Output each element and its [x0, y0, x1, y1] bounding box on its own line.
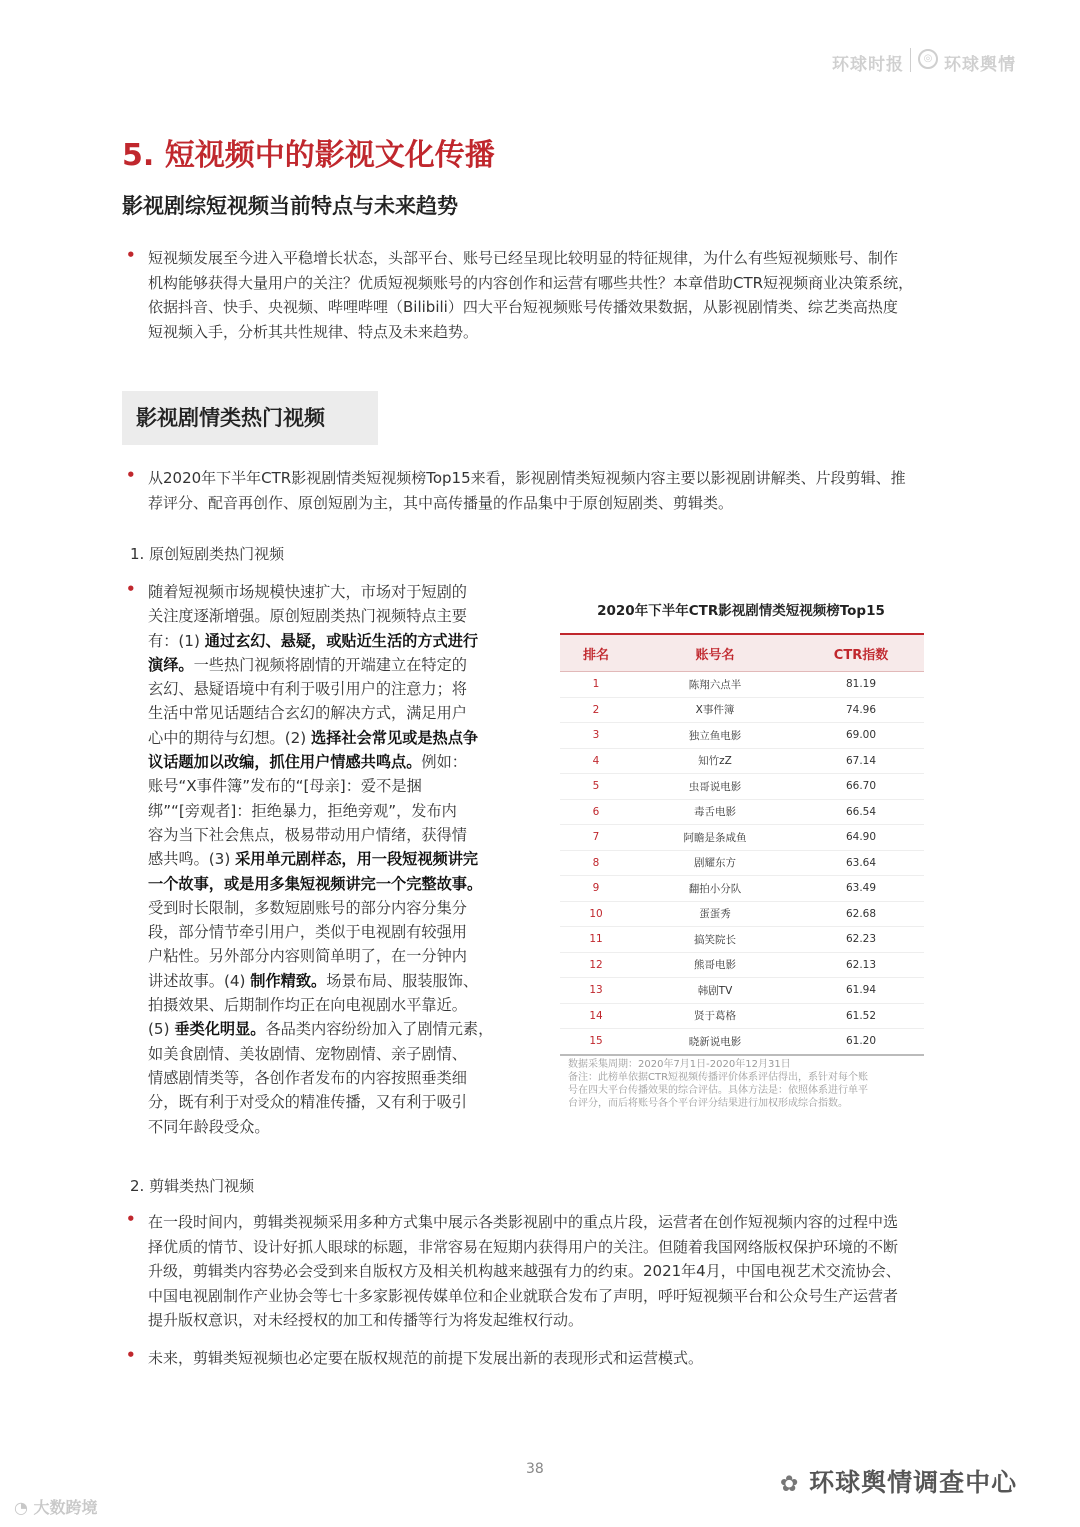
subsection-heading-editing: 2. 剪辑类热门视频: [130, 1177, 255, 1195]
ctr-index-cell: 69.00: [798, 723, 924, 749]
original-drama-line: [148, 799, 508, 823]
text-segment: 账号“X事件簿”发布的“[母亲]：爱不是捆: [148, 777, 422, 796]
bullet-icon: •: [126, 580, 136, 598]
original-drama-line: [148, 604, 508, 628]
bullet-icon: •: [126, 246, 136, 264]
section-title: 5. 短视频中的影视文化传播: [122, 138, 495, 173]
original-drama-line: [148, 1017, 508, 1041]
intro-line: 短视频发展至今进入平稳增长状态，头部平台、账号已经呈现比较明显的特征规律，为什么有些短视频账号、制作: [148, 249, 899, 267]
original-drama-line: [148, 580, 508, 604]
editing-line: 提升版权意识，对未经授权的加工和传播等行为将发起维权行动。: [148, 1311, 584, 1329]
watermark-wechat: [780, 1463, 1017, 1499]
text-segment: 关注度逐渐增强。原创短剧类热门视频特点主要: [148, 607, 467, 626]
text-segment: 生活中常见话题结合玄幻的解决方式，满足用户: [148, 704, 467, 723]
section-subtitle: 影视剧综短视频当前特点与未来趋势: [122, 194, 458, 218]
table-note-line: 数据采集周期：2020年7月1日-2020年12月31日: [568, 1059, 791, 1070]
text-segment: 场景布局、服装服饰、: [326, 971, 479, 990]
original-drama-line: [148, 993, 508, 1017]
rank-cell: 11: [560, 927, 632, 953]
table-row: [560, 927, 924, 953]
text-segment: 不同年龄段受众。: [148, 1117, 270, 1136]
bold-text: 演绎。: [148, 655, 194, 674]
rank-cell: 12: [560, 952, 632, 978]
rank-cell: 2: [560, 697, 632, 723]
text-segment: (5): [148, 1020, 175, 1039]
account-cell: 独立鱼电影: [632, 723, 798, 749]
table-row: [560, 825, 924, 851]
text-segment: 拍摄效果、后期制作均正在向电视剧水平靠近。: [148, 996, 467, 1015]
bold-text: 选择社会常见或是热点争: [311, 728, 479, 747]
subsection-heading-original-drama: 1. 原创短剧类热门视频: [130, 545, 285, 563]
editing-paragraph: [148, 1210, 948, 1333]
editing-line: 中国电视剧制作产业协会等七十多家影视传媒单位和企业就联合发布了声明，呼吁短视频平台和公众号生产运营者: [148, 1286, 899, 1305]
editing-line: 在一段时间内，剪辑类视频采用多种方式集中展示各类影视剧中的重点片段，运营者在创作短视频内容的过程中选: [148, 1213, 899, 1231]
original-drama-line: [148, 1042, 508, 1066]
table-row: [560, 952, 924, 978]
original-drama-line: [148, 653, 508, 677]
ranking-table-title: 2020年下半年CTR影视剧情类短视频榜Top15: [597, 603, 885, 619]
text-segment: 玄幻、悬疑语境中有利于吸引用户的注意力；将: [148, 680, 467, 699]
ctr-index-cell: 61.20: [798, 1029, 924, 1055]
text-segment: 随着短视频市场规模快速扩大，市场对于短剧的: [148, 583, 467, 601]
header-logo-icon: ◎: [918, 49, 938, 69]
rank-cell: 8: [560, 850, 632, 876]
bold-text: 通过玄幻、悬疑，或贴近生活的方式进行: [204, 631, 479, 650]
header-divider: [910, 48, 911, 72]
account-cell: 剧耀东方: [632, 850, 798, 876]
ctr-index-cell: 62.23: [798, 927, 924, 953]
rank-cell: 3: [560, 723, 632, 749]
account-cell: X事件簿: [632, 697, 798, 723]
table-row: [560, 901, 924, 927]
rank-cell: 13: [560, 978, 632, 1004]
editing-line: 择优质的情节、设计好抓人眼球的标题，非常容易在短期内获得用户的关注。但随着我国网络版权保护环境的不断: [148, 1237, 899, 1256]
ctr-index-cell: 63.49: [798, 876, 924, 902]
watermark-text: 环球舆情调查中心: [809, 1468, 1018, 1497]
header-ctr-index: CTR指数: [798, 634, 924, 672]
text-segment: 户粘性。另外部分内容则简单明了，在一分钟内: [148, 947, 467, 966]
ctr-index-cell: 66.54: [798, 799, 924, 825]
ranking-table: [560, 633, 924, 1056]
table-row: [560, 672, 924, 698]
header-account: 账号名: [632, 634, 798, 672]
original-drama-line: [148, 823, 508, 847]
table-note-line: 备注：此榜单依据CTR短视频传播评价体系评估得出，系针对每个账: [568, 1072, 869, 1083]
original-drama-line: [148, 920, 508, 944]
table-row: [560, 1003, 924, 1029]
bold-text: 制作精致。: [250, 971, 327, 990]
table-row: [560, 748, 924, 774]
ctr-index-cell: 81.19: [798, 672, 924, 698]
original-drama-line: [148, 969, 508, 993]
original-drama-paragraph: [148, 580, 508, 1139]
table-row: [560, 774, 924, 800]
text-segment: 有：(1): [148, 631, 205, 650]
ctr-index-cell: 62.68: [798, 901, 924, 927]
original-drama-line: [148, 701, 508, 725]
bullet-icon: •: [126, 1210, 136, 1228]
editing-line: 升级，剪辑类内容势必会受到来自版权方及相关机构越来越强有力的约束。2021年4月，中国电视艺术交流协会、: [148, 1262, 901, 1280]
account-cell: 贤于葛格: [632, 1003, 798, 1029]
original-drama-line: [148, 629, 508, 653]
ctr-index-cell: 74.96: [798, 697, 924, 723]
page-number: 38: [526, 1461, 544, 1477]
text-segment: 受到时长限制，多数短剧账号的部分内容分集分: [148, 898, 467, 917]
original-drama-line: [148, 1090, 508, 1114]
table-header-row: [560, 634, 924, 672]
account-cell: 毒舌电影: [632, 799, 798, 825]
rank-cell: 9: [560, 876, 632, 902]
text-segment: 讲述故事。(4): [148, 971, 251, 990]
table-row: [560, 978, 924, 1004]
rank-cell: 15: [560, 1029, 632, 1055]
bullet-icon: •: [126, 1346, 136, 1364]
original-drama-line: [148, 750, 508, 774]
table-row: [560, 876, 924, 902]
text-segment: 心中的期待与幻想。(2): [148, 728, 312, 747]
table-note-line: 号在四大平台传播效果的综合评估。具体方法是：依照体系进行单平: [568, 1085, 868, 1096]
intro-line: 短视频入手，分析其共性规律、特点及未来趋势。: [148, 322, 479, 341]
table-row: [560, 723, 924, 749]
ctr-index-cell: 67.14: [798, 748, 924, 774]
account-cell: 韩剧TV: [632, 978, 798, 1004]
bullet-icon: •: [126, 466, 136, 484]
text-segment: 各品类内容纷纷加入了剧情元素，: [265, 1020, 494, 1039]
table-row: [560, 697, 924, 723]
drama-intro-line: 从2020年下半年CTR影视剧情类短视频榜Top15来看，影视剧情类短视频内容主要以影视剧讲解类、片段剪辑、推: [148, 469, 906, 487]
text-segment: 容为当下社会焦点，极易带动用户情绪，获得情: [148, 825, 467, 844]
account-cell: 翻拍小分队: [632, 876, 798, 902]
wechat-icon: ✿: [780, 1472, 800, 1497]
intro-line: 依据抖音、快手、央视频、哔哩哔哩（Bilibili）四大平台短视频账号传播效果数据，从影视剧情类、综艺类高热度: [148, 298, 898, 316]
table-note: [568, 1058, 928, 1110]
account-cell: 知竹zZ: [632, 748, 798, 774]
rank-cell: 6: [560, 799, 632, 825]
original-drama-line: [148, 677, 508, 701]
rank-cell: 1: [560, 672, 632, 698]
intro-paragraph: [148, 246, 948, 344]
text-segment: 例如：: [421, 753, 467, 772]
original-drama-line: [148, 1115, 508, 1139]
future-paragraph: 未来，剪辑类短视频也必定要在版权规范的前提下发展出新的表现形式和运营模式。: [148, 1349, 704, 1367]
rank-cell: 10: [560, 901, 632, 927]
bold-text: 垂类化明显。: [174, 1020, 266, 1039]
rank-cell: 7: [560, 825, 632, 851]
ctr-index-cell: 66.70: [798, 774, 924, 800]
original-drama-line: [148, 1066, 508, 1090]
text-segment: 分，既有利于对受众的精准传播，又有利于吸引: [148, 1093, 467, 1112]
original-drama-line: [148, 944, 508, 968]
text-segment: 情感剧情类等，各创作者发布的内容按照垂类细: [148, 1068, 467, 1087]
table-row: [560, 850, 924, 876]
table-row: [560, 799, 924, 825]
brand-icon: ◔: [14, 1498, 28, 1517]
original-drama-line: [148, 896, 508, 920]
text-segment: 绑”“[旁观者]：拒绝暴力，拒绝旁观”，发布内: [148, 801, 457, 820]
drama-section-heading: 影视剧情类热门视频: [122, 391, 378, 445]
original-drama-line: [148, 872, 508, 896]
header-logo-global-times: 环球时报: [832, 55, 904, 75]
original-drama-line: [148, 847, 508, 871]
intro-line: 机构能够获得大量用户的关注？优质短视频账号的内容创作和运营有哪些共性？本章借助CTR短视频商业决策系统，: [148, 273, 914, 292]
account-cell: 搞笑院长: [632, 927, 798, 953]
rank-cell: 4: [560, 748, 632, 774]
drama-intro-paragraph: [148, 466, 948, 515]
text-segment: 段，部分情节牵引用户，类似于电视剧有较强用: [148, 923, 467, 942]
account-cell: 阿瞻是条咸鱼: [632, 825, 798, 851]
text-segment: 如美食剧情、美妆剧情、宠物剧情、亲子剧情、: [148, 1044, 467, 1063]
rank-cell: 14: [560, 1003, 632, 1029]
bold-text: 采用单元剧样态，用一段短视频讲完: [235, 850, 479, 869]
original-drama-line: [148, 774, 508, 798]
account-cell: 陈翔六点半: [632, 672, 798, 698]
original-drama-line: [148, 726, 508, 750]
account-cell: 熊哥电影: [632, 952, 798, 978]
watermark-brand: [14, 1495, 98, 1518]
header-rank: 排名: [560, 634, 632, 672]
rank-cell: 5: [560, 774, 632, 800]
text-segment: 一些热门视频将剧情的开端建立在特定的: [193, 655, 467, 674]
bold-text: 议话题加以改编，抓住用户情感共鸣点。: [148, 753, 422, 772]
ctr-index-cell: 64.90: [798, 825, 924, 851]
drama-intro-line: 荐评分、配音再创作、原创短剧为主，其中高传播量的作品集中于原创短剧类、剪辑类。: [148, 493, 734, 512]
bold-text: 一个故事，或是用多集短视频讲完一个完整故事。: [148, 874, 483, 893]
ctr-index-cell: 61.94: [798, 978, 924, 1004]
header-logo-global-opinion: 环球舆情: [944, 55, 1016, 75]
table-note-line: 台评分，而后将账号各个平台评分结果进行加权形成综合指数。: [568, 1098, 848, 1109]
account-cell: 虫哥说电影: [632, 774, 798, 800]
table-row: [560, 1029, 924, 1055]
ctr-index-cell: 62.13: [798, 952, 924, 978]
account-cell: 晓新说电影: [632, 1029, 798, 1055]
ctr-index-cell: 63.64: [798, 850, 924, 876]
text-segment: 感共鸣。(3): [148, 850, 236, 869]
watermark-brand-text: 大数跨境: [33, 1498, 98, 1517]
account-cell: 蛋蛋秀: [632, 901, 798, 927]
ctr-index-cell: 61.52: [798, 1003, 924, 1029]
